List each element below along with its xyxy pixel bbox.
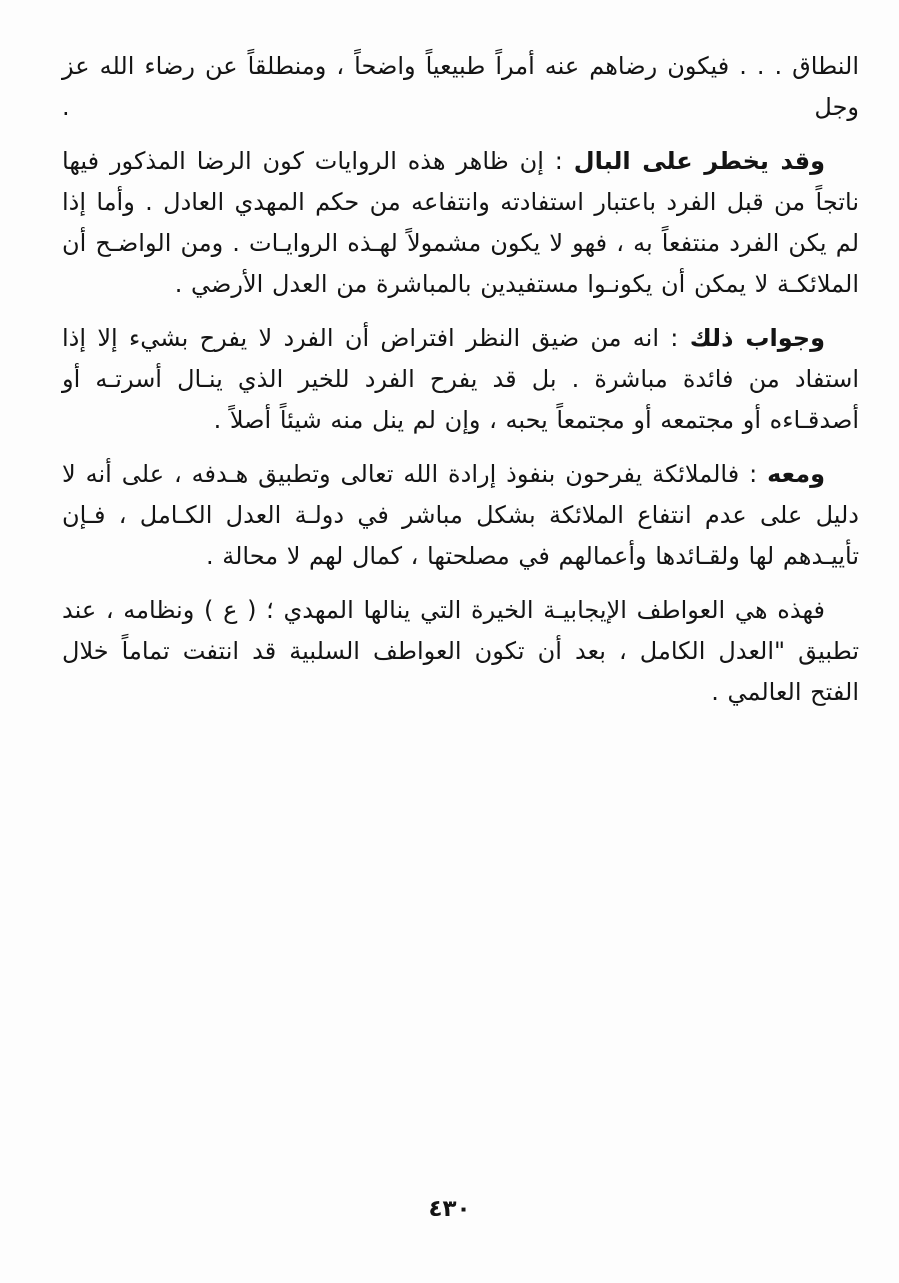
paragraph-text: : فالملائكة يفرحون بنفوذ إرادة الله تعالى وتطبيق هـدفه ، على أنه لا دليل على عدم انتفاع الملائكة بشكل مباشر في دولـة العدل الكـامل ، فـإن تأييـدهم لها ولقـائدها وأعمالهم في مصلحتها ، كمال لهم لا محالة . (62, 460, 859, 570)
paragraph-answer (62, 318, 859, 441)
paragraph-continuation (62, 46, 859, 128)
paragraph-text: : انه من ضيق النظر افتراض أن الفرد لا يفرح بشيء إلا إذا استفاد من فائدة مباشرة . بل قد يفرح الفرد للخير الذي ينـال أسرتـه أو أصدقـاءه أو مجتمعه أو مجتمعاً يحبه ، وإن لم ينل منه شيئاً أصلاً . (62, 324, 859, 434)
paragraph-remark (62, 141, 859, 305)
page-number: ٤٣٠ (428, 1196, 471, 1222)
paragraph-lead: وقد يخطر على البال (573, 147, 825, 175)
paragraph-text: : إن ظاهر هذه الروايات كون الرضا المذكور فيها ناتجاً من قبل الفرد باعتبار استفادته وانتفاعه من حكم المهدي العادل . وأما إذا لم يكن الفرد منتفعاً به ، فهو لا يكون مشمولاً لهـذه الروايـات . ومن الواضـح أن الملائكـة لا يمكن أن يكونـوا مستفيدين بالمباشرة من العدل الأرضي . (62, 147, 859, 298)
paragraph-text: النطاق . . . فيكون رضاهم عنه أمراً طبيعياً واضحاً ، ومنطلقاً عن رضاء الله عز وجل . (62, 52, 859, 121)
paragraph-lead: ومعه (767, 460, 825, 488)
paragraph-addendum (62, 454, 859, 577)
paragraph-text: فهذه هي العواطف الإيجابيـة الخيرة التي ينالها المهدي ؛ ( ع ) ونظامه ، عند تطبيق "العدل الكامل ، بعد أن تكون العواطف السلبية قد انتفت تماماً خلال الفتح العالمي . (62, 596, 859, 706)
paragraph-lead: وجواب ذلك (689, 324, 826, 352)
paragraph-conclusion (62, 590, 859, 713)
text-block (62, 46, 859, 726)
